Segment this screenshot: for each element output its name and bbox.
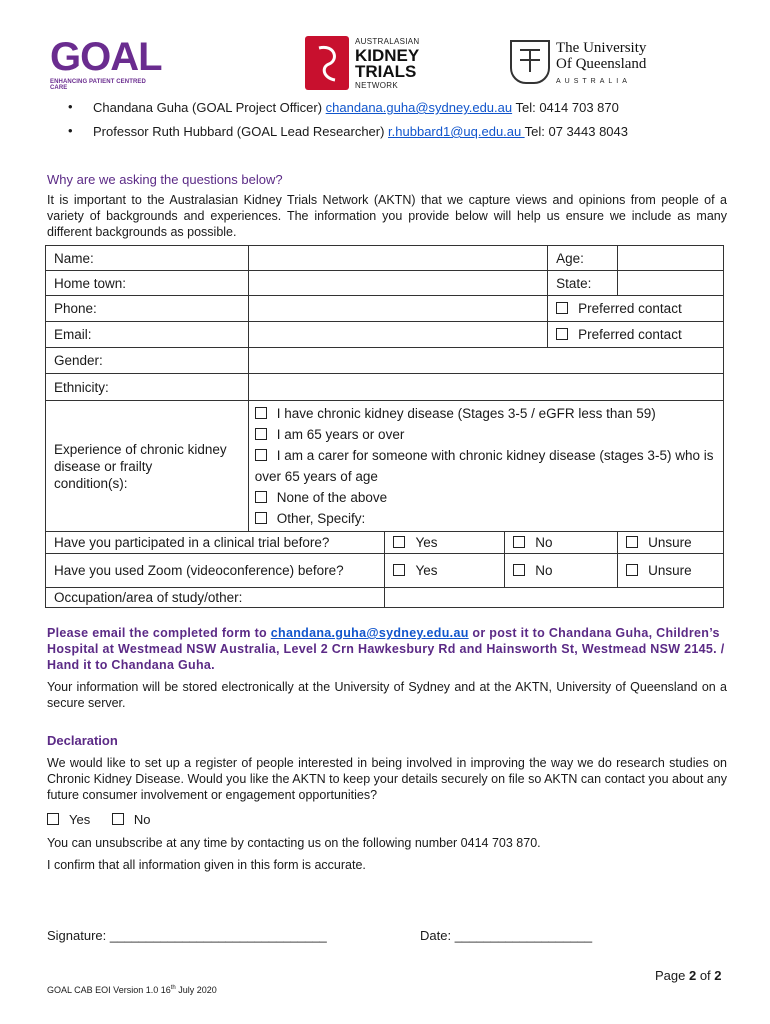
experience-options: [248, 401, 723, 532]
checkbox-icon[interactable]: [255, 491, 267, 503]
trial-unsure[interactable]: Unsure: [618, 532, 724, 554]
declaration-heading: Declaration: [47, 733, 118, 748]
preferred-contact-label: Preferred contact: [578, 301, 682, 316]
zoom-no[interactable]: No: [505, 554, 618, 588]
aktn-line4: NETWORK: [355, 81, 398, 90]
aktn-line2: KIDNEY: [355, 46, 420, 65]
zoom-question: Have you used Zoom (videoconference) before?: [46, 554, 385, 588]
checkbox-icon[interactable]: [513, 536, 525, 548]
zoom-unsure[interactable]: Unsure: [618, 554, 724, 588]
checkbox-icon[interactable]: [255, 428, 267, 440]
trial-no[interactable]: No: [505, 532, 618, 554]
experience-option[interactable]: I have chronic kidney disease (Stages 3-5 / eGFR less than 59): [255, 403, 717, 424]
declaration-yes[interactable]: Yes: [47, 812, 90, 827]
email-preferred-contact[interactable]: [548, 322, 724, 348]
email-field[interactable]: [248, 322, 547, 348]
signature-line: ______________________________: [109, 928, 327, 943]
gender-label: Gender:: [46, 348, 249, 374]
trial-yes[interactable]: Yes: [385, 532, 505, 554]
date-field[interactable]: [420, 928, 592, 943]
contact-email-link[interactable]: chandana.guha@sydney.edu.au: [325, 100, 513, 115]
experience-option[interactable]: I am 65 years or over: [255, 424, 717, 445]
zoom-yes[interactable]: Yes: [385, 554, 505, 588]
contact-phone: Tel: 0414 703 870: [512, 100, 619, 115]
date-label: Date:: [420, 928, 455, 943]
goal-logo: [50, 36, 160, 96]
age-field[interactable]: [618, 246, 724, 271]
goal-logo-text: GOAL: [50, 35, 162, 79]
aktn-line1: AUSTRALASIAN: [355, 37, 420, 46]
checkbox-icon[interactable]: [556, 302, 568, 314]
uq-line3: AUSTRALIA: [556, 78, 631, 85]
uq-line1: The University: [556, 40, 647, 56]
confirm-note: I confirm that all information given in this form is accurate.: [47, 858, 366, 872]
contact-phone: Tel: 07 3443 8043: [524, 124, 628, 139]
aktn-line3: TRIALS: [355, 62, 417, 81]
trial-question: Have you participated in a clinical trial before?: [46, 532, 385, 554]
occupation-label: Occupation/area of study/other:: [46, 588, 385, 608]
phone-label: Phone:: [46, 296, 249, 322]
checkbox-icon[interactable]: [513, 564, 525, 576]
checkbox-icon[interactable]: [255, 512, 267, 524]
state-label: State:: [548, 271, 618, 296]
phone-preferred-contact[interactable]: [548, 296, 724, 322]
home-town-label: Home town:: [46, 271, 249, 296]
checkbox-icon[interactable]: [255, 407, 267, 419]
unsubscribe-note: You can unsubscribe at any time by contacting us on the following number 0414 703 870.: [47, 836, 541, 850]
contact-name: Professor Ruth Hubbard (GOAL Lead Researcher): [93, 124, 389, 139]
declaration-body: We would like to set up a register of people interested in being involved in improving the way we do research studies on Chronic Kidney Disease. Would you like the AKTN to keep your details securely on file so AKTN can contact you about any future consumer involvement or engagement opportunities?: [47, 756, 727, 802]
experience-label: Experience of chronic kidney disease or frailty condition(s):: [46, 401, 249, 532]
phone-field[interactable]: [248, 296, 547, 322]
crest-icon: [510, 40, 550, 84]
checkbox-icon[interactable]: [393, 564, 405, 576]
ethnicity-field[interactable]: [248, 374, 723, 401]
uq-logo: [510, 40, 700, 90]
checkbox-icon[interactable]: [556, 328, 568, 340]
why-heading: Why are we asking the questions below?: [47, 172, 283, 187]
checkbox-icon[interactable]: [393, 536, 405, 548]
experience-option[interactable]: None of the above: [255, 487, 717, 508]
date-line: ___________________: [454, 928, 593, 943]
email-label: Email:: [46, 322, 249, 348]
submit-instructions: Please email the completed form to chandana.guha@sydney.edu.au or post it to Chandana Guha, Children’s Hospital at Westmead NSW Australia, Level 2 Crn Hawkesbury Rd and Hainsworth St, Westmead NSW 2145. / Hand it to Chandana Guha.: [47, 626, 725, 672]
ethnicity-label: Ethnicity:: [46, 374, 249, 401]
contact-email-link[interactable]: r.hubbard1@uq.edu.au: [388, 124, 525, 139]
contact-name: Chandana Guha (GOAL Project Officer): [93, 100, 326, 115]
signature-field[interactable]: [47, 928, 327, 943]
footer-version: GOAL CAB EOI Version 1.0 16th July 2020: [47, 985, 217, 995]
occupation-field[interactable]: [385, 588, 724, 608]
state-field[interactable]: [618, 271, 724, 296]
bullet-icon: •: [68, 123, 73, 138]
name-field[interactable]: [248, 246, 547, 271]
checkbox-icon[interactable]: [47, 813, 59, 825]
declaration-no[interactable]: No: [112, 812, 151, 827]
home-town-field[interactable]: [248, 271, 547, 296]
checkbox-icon[interactable]: [626, 564, 638, 576]
uq-line2: Of Queensland: [556, 56, 647, 72]
bullet-icon: •: [68, 99, 73, 114]
gender-field[interactable]: [248, 348, 723, 374]
kidney-icon: [305, 36, 349, 90]
submit-email-link[interactable]: chandana.guha@sydney.edu.au: [270, 626, 469, 640]
experience-option[interactable]: Other, Specify:: [255, 508, 717, 529]
page-number: Page 2 of 2: [655, 968, 722, 983]
experience-option[interactable]: I am a carer for someone with chronic kidney disease (stages 3-5) who is over 65 years of age: [254, 448, 714, 484]
signature-label: Signature:: [47, 928, 110, 943]
storage-note: Your information will be stored electronically at the University of Sydney and at the AKTN, University of Queensland on a secure server.: [47, 680, 727, 710]
age-label: Age:: [548, 246, 618, 271]
name-label: Name:: [46, 246, 249, 271]
aktn-logo: [305, 36, 435, 92]
declaration-options: [47, 812, 150, 827]
form-table: [45, 245, 724, 608]
why-body: It is important to the Australasian Kidney Trials Network (AKTN) that we capture views and opinions from people of a variety of backgrounds and experiences. The information you provide below will help us ensure we include as many different backgrounds as possible.: [47, 193, 727, 239]
goal-logo-tagline: ENHANCING PATIENT CENTRED CARE: [50, 79, 146, 91]
checkbox-icon[interactable]: [626, 536, 638, 548]
checkbox-icon[interactable]: [255, 449, 267, 461]
checkbox-icon[interactable]: [112, 813, 124, 825]
preferred-contact-label: Preferred contact: [578, 327, 682, 342]
